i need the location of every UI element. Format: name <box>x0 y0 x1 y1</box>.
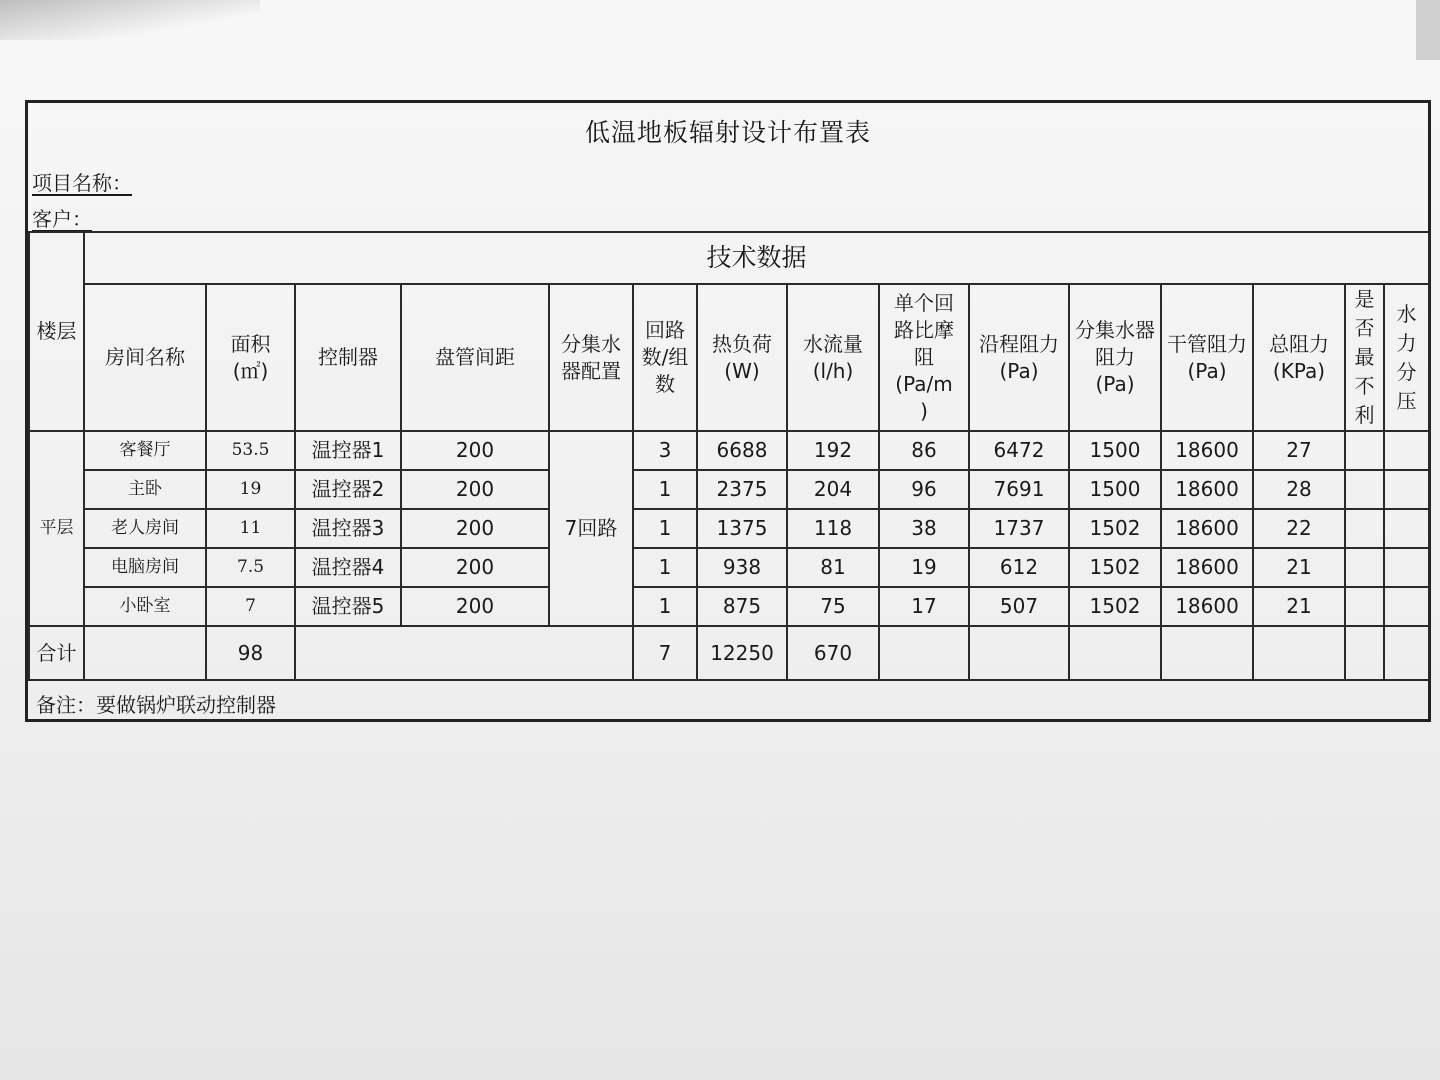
heat-load-cell: 6688 <box>697 431 787 470</box>
along-resistance-cell: 1737 <box>969 509 1069 548</box>
total-resistance-cell: 28 <box>1253 470 1345 509</box>
header-loops: 回路 数/组 数 <box>633 284 697 431</box>
room-name-cell: 主卧 <box>84 470 206 509</box>
header-coil-spacing: 盘管间距 <box>401 284 549 431</box>
header-heat-load: 热负荷 (W) <box>697 284 787 431</box>
along-resistance-cell: 6472 <box>969 431 1069 470</box>
friction-cell: 86 <box>879 431 969 470</box>
spacing-cell: 200 <box>401 509 549 548</box>
header-specific-friction: 单个回 路比摩 阻 (Pa/m ) <box>879 284 969 431</box>
header-manifold-config: 分集水 器配置 <box>549 284 633 431</box>
total-manifold-cell <box>1069 626 1161 680</box>
sheet-title: 低温地板辐射设计布置表 <box>584 118 871 147</box>
flow-cell: 75 <box>787 587 879 626</box>
header-room-name: 房间名称 <box>84 284 206 431</box>
total-along-cell <box>969 626 1069 680</box>
table-row <box>29 548 1429 587</box>
total-worst-cell <box>1345 626 1384 680</box>
room-name-cell: 客餐厅 <box>84 431 206 470</box>
hydraulic-pressure-cell <box>1384 431 1429 470</box>
room-name-cell: 老人房间 <box>84 509 206 548</box>
loops-cell: 1 <box>633 509 697 548</box>
flow-cell: 204 <box>787 470 879 509</box>
flow-cell: 192 <box>787 431 879 470</box>
header-area: 面积 (㎡) <box>206 284 295 431</box>
hydraulic-pressure-cell <box>1384 548 1429 587</box>
most-unfavorable-cell <box>1345 509 1384 548</box>
total-friction-cell <box>879 626 969 680</box>
table-row <box>29 587 1429 626</box>
total-label-cell: 合计 <box>29 626 84 680</box>
total-heat-load-cell: 12250 <box>697 626 787 680</box>
header-manifold-resistance: 分集水器 阻力 (Pa) <box>1069 284 1161 431</box>
floor-name-cell: 平层 <box>29 431 84 626</box>
header-most-unfavorable: 是 否 最 不 利 <box>1345 284 1384 431</box>
friction-cell: 38 <box>879 509 969 548</box>
main-resistance-cell: 18600 <box>1161 548 1253 587</box>
design-table <box>28 231 1430 681</box>
room-name-cell: 电脑房间 <box>84 548 206 587</box>
manifold-resistance-cell: 1500 <box>1069 470 1161 509</box>
most-unfavorable-cell <box>1345 470 1384 509</box>
most-unfavorable-cell <box>1345 548 1384 587</box>
area-cell: 7 <box>206 587 295 626</box>
main-resistance-cell: 18600 <box>1161 587 1253 626</box>
table-row <box>29 509 1429 548</box>
spacing-cell: 200 <box>401 431 549 470</box>
heat-load-cell: 1375 <box>697 509 787 548</box>
area-cell: 11 <box>206 509 295 548</box>
manifold-resistance-cell: 1502 <box>1069 587 1161 626</box>
hydraulic-pressure-cell <box>1384 587 1429 626</box>
total-room-cell <box>84 626 206 680</box>
total-flow-cell: 670 <box>787 626 879 680</box>
tech-data-title: 技术数据 <box>84 232 1429 284</box>
loops-cell: 1 <box>633 587 697 626</box>
most-unfavorable-cell <box>1345 431 1384 470</box>
hydraulic-pressure-cell <box>1384 470 1429 509</box>
loops-cell: 1 <box>633 548 697 587</box>
table-row <box>29 470 1429 509</box>
manifold-resistance-cell: 1502 <box>1069 548 1161 587</box>
total-main-cell <box>1161 626 1253 680</box>
along-resistance-cell: 612 <box>969 548 1069 587</box>
room-name-cell: 小卧室 <box>84 587 206 626</box>
manifold-config-cell: 7回路 <box>549 431 633 626</box>
client-label: 客户： <box>32 207 92 231</box>
controller-cell: 温控器4 <box>295 548 401 587</box>
loops-cell: 3 <box>633 431 697 470</box>
hydraulic-pressure-cell <box>1384 509 1429 548</box>
total-blank-cell <box>295 626 633 680</box>
total-pressure-cell <box>1384 626 1429 680</box>
total-area-cell: 98 <box>206 626 295 680</box>
paper-corner-shadow <box>0 0 260 40</box>
table-row <box>29 431 1429 470</box>
friction-cell: 96 <box>879 470 969 509</box>
total-row <box>29 626 1429 680</box>
total-resistance-cell <box>1253 626 1345 680</box>
along-resistance-cell: 7691 <box>969 470 1069 509</box>
paper-edge <box>1416 0 1440 60</box>
header-water-flow: 水流量 (l/h) <box>787 284 879 431</box>
controller-cell: 温控器5 <box>295 587 401 626</box>
heat-load-cell: 938 <box>697 548 787 587</box>
header-floor: 楼层 <box>29 232 84 431</box>
header-hydraulic-pressure: 水 力 分 压 <box>1384 284 1429 431</box>
heat-load-cell: 875 <box>697 587 787 626</box>
heat-load-cell: 2375 <box>697 470 787 509</box>
design-sheet <box>25 100 1431 722</box>
friction-cell: 19 <box>879 548 969 587</box>
most-unfavorable-cell <box>1345 587 1384 626</box>
main-resistance-cell: 18600 <box>1161 509 1253 548</box>
remarks-note: 备注：要做锅炉联动控制器 <box>36 693 276 717</box>
total-resistance-cell: 27 <box>1253 431 1345 470</box>
manifold-resistance-cell: 1502 <box>1069 509 1161 548</box>
total-resistance-cell: 22 <box>1253 509 1345 548</box>
total-loops-cell: 7 <box>633 626 697 680</box>
total-resistance-cell: 21 <box>1253 548 1345 587</box>
spacing-cell: 200 <box>401 548 549 587</box>
loops-cell: 1 <box>633 470 697 509</box>
area-cell: 53.5 <box>206 431 295 470</box>
main-resistance-cell: 18600 <box>1161 470 1253 509</box>
total-resistance-cell: 21 <box>1253 587 1345 626</box>
controller-cell: 温控器2 <box>295 470 401 509</box>
project-name-label: 项目名称： <box>32 171 132 195</box>
header-along-resistance: 沿程阻力 (Pa) <box>969 284 1069 431</box>
flow-cell: 118 <box>787 509 879 548</box>
area-cell: 19 <box>206 470 295 509</box>
area-cell: 7.5 <box>206 548 295 587</box>
header-total-resistance: 总阻力 (KPa) <box>1253 284 1345 431</box>
header-main-pipe-resistance: 干管阻力 (Pa) <box>1161 284 1253 431</box>
flow-cell: 81 <box>787 548 879 587</box>
spacing-cell: 200 <box>401 470 549 509</box>
friction-cell: 17 <box>879 587 969 626</box>
controller-cell: 温控器3 <box>295 509 401 548</box>
header-controller: 控制器 <box>295 284 401 431</box>
along-resistance-cell: 507 <box>969 587 1069 626</box>
controller-cell: 温控器1 <box>295 431 401 470</box>
spacing-cell: 200 <box>401 587 549 626</box>
manifold-resistance-cell: 1500 <box>1069 431 1161 470</box>
main-resistance-cell: 18600 <box>1161 431 1253 470</box>
